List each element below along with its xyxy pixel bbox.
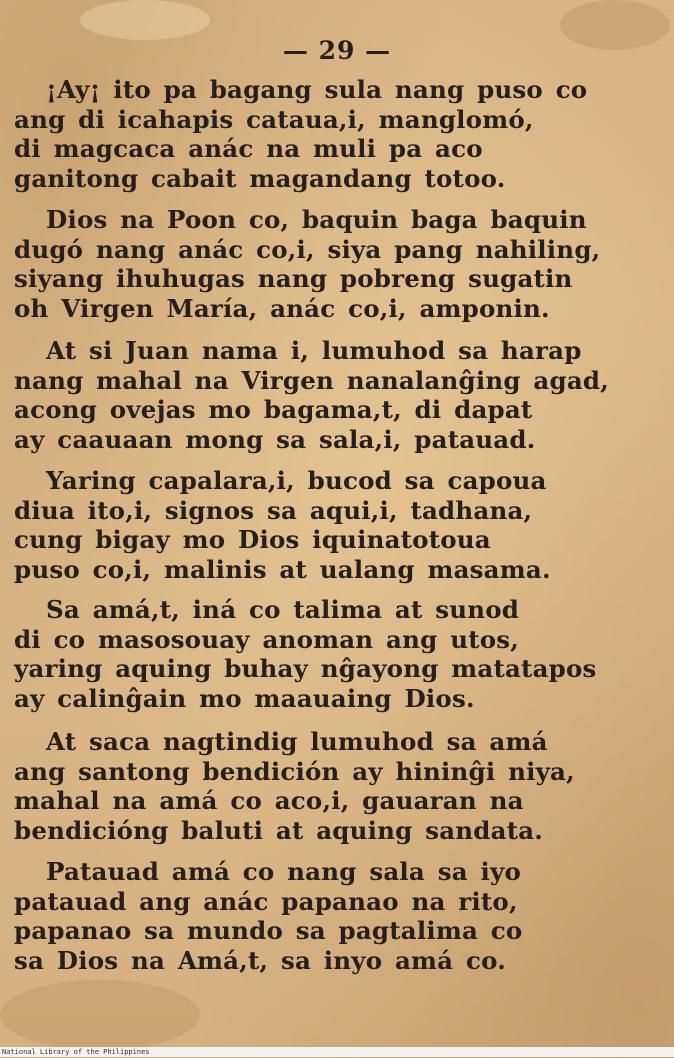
verse-line: patauad ang anác papanao na rito, <box>14 886 518 916</box>
verse-line: cung bigay mo Dios iquinatotoua <box>14 525 491 555</box>
verse-line: acong ovejas mo bagama,t, di dapat <box>14 395 533 425</box>
verse-line: Yaring capalara,i, bucod sa capoua <box>46 466 547 495</box>
paper-stain <box>80 0 210 40</box>
verse-line: di magcaca anác na muli pa aco <box>14 134 483 164</box>
verse-line: ay calinĝain mo maauaing Dios. <box>14 683 475 713</box>
verse-line: ¡Ay¡ ito pa bagang sula nang puso co <box>46 75 588 104</box>
verse-line: yaring aquing buhay nĝayong matatapos <box>14 654 597 684</box>
verse-line: ang di icahapis cataua,i, manglomó, <box>14 104 534 134</box>
stanza-3 <box>14 336 664 454</box>
verse-line: puso co,i, malinis at ualang masama. <box>14 554 551 584</box>
verse-line: dugó nang anác co,i, siya pang nahiling, <box>14 234 601 264</box>
verse-line: diua ito,i, signos sa aqui,i, tadhana, <box>14 495 533 525</box>
stanza-4 <box>14 466 664 584</box>
stanza-5 <box>14 595 664 713</box>
verse-line: mahal na amá co aco,i, gauaran na <box>14 786 524 816</box>
stanza-1 <box>14 75 664 193</box>
paper-stain <box>0 980 200 1050</box>
stanza-6 <box>14 727 664 845</box>
verse-line: nang mahal na Virgen nanalanĝing agad, <box>14 365 609 395</box>
verse-line: ang santong bendición ay hininĝi niya, <box>14 756 575 786</box>
stanza-2 <box>14 205 664 323</box>
verse-line: Sa amá,t, iná co talima at sunod <box>46 595 520 624</box>
verse-line: papanao sa mundo sa pagtalima co <box>14 916 523 946</box>
verse-line: sa Dios na Amá,t, sa inyo amá co. <box>14 945 506 975</box>
verse-line: di co masosouay anoman ang utos, <box>14 624 519 654</box>
library-credit: National Library of the Philippines <box>0 1047 674 1057</box>
verse-line: ay caauaan mong sa sala,i, patauad. <box>14 424 536 454</box>
verse-line: Patauad amá co nang sala sa iyo <box>46 857 521 886</box>
verse-line: ganitong cabait magandang totoo. <box>14 163 506 193</box>
verse-line: Dios na Poon co, baquin baga baquin <box>46 205 587 234</box>
page-number: — 29 — <box>282 36 392 65</box>
verse-line: oh Virgen María, anác co,i, amponin. <box>14 293 550 323</box>
verse-line: siyang ihuhugas nang pobreng sugatin <box>14 264 573 294</box>
verse-line: bendicióng baluti at aquing sandata. <box>14 815 544 845</box>
verse-line: At si Juan nama i, lumuhod sa harap <box>46 336 582 365</box>
stanza-7 <box>14 857 664 975</box>
verse-line: At saca nagtindig lumuhod sa amá <box>46 727 548 756</box>
